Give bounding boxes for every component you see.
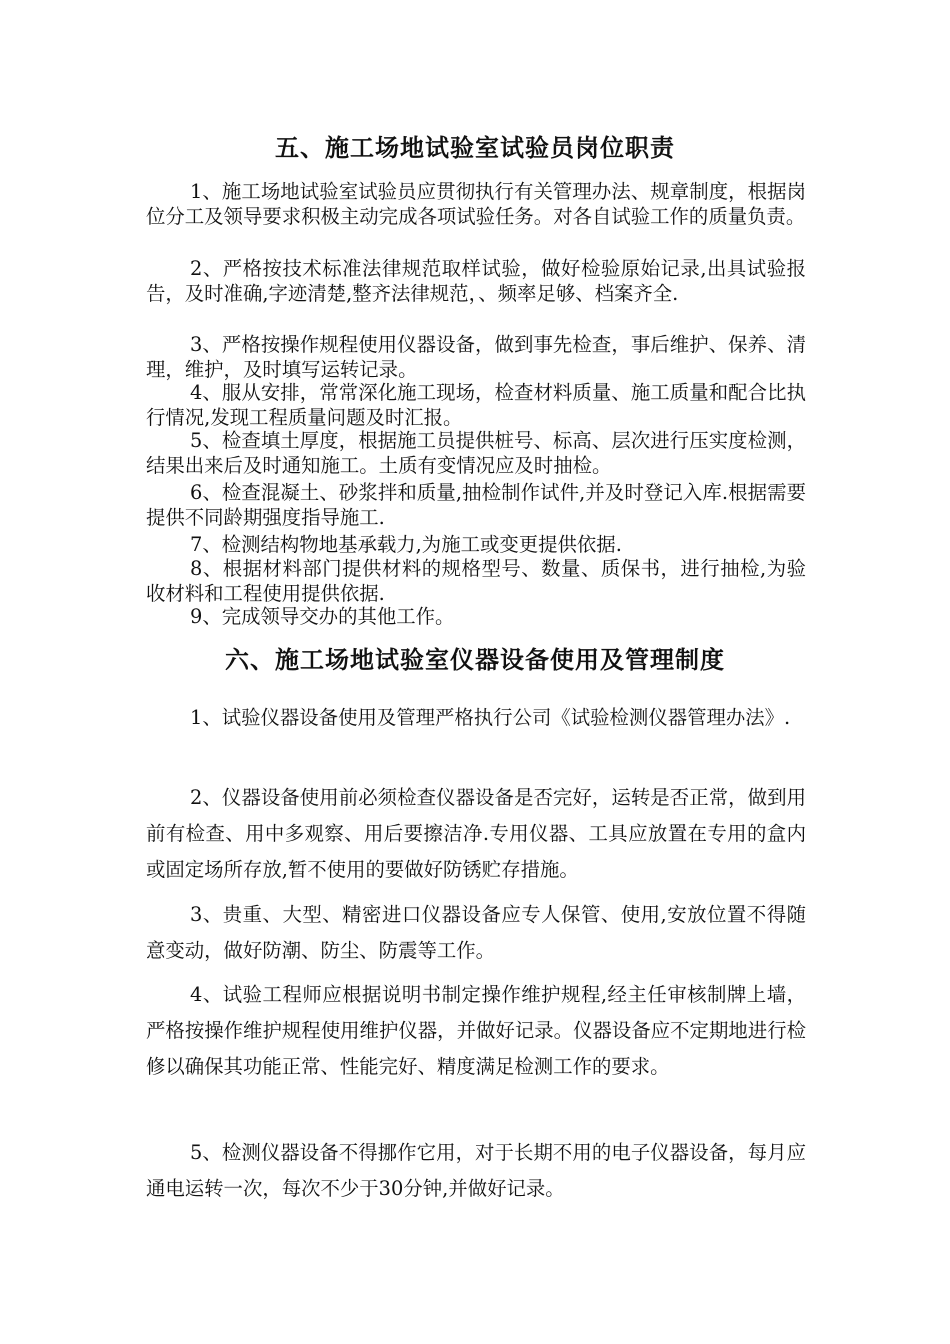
equipment-rule-2: 2、仪器设备使用前必须检查仪器设备是否完好，运转是否正常，做到用前有检查、用中多观察、用后要擦洁净.专用仪器、工具应放置在专用的盒内或固定场所存放,暂不使用的要做好防锈贮存措施。 [146,786,806,881]
duty-item-3: 3、严格按操作规程使用仪器设备，做到事先检查，事后维护、保养、清理，维护，及时填写运转记录。 [146,333,806,381]
equipment-rule-4: 4、试验工程师应根据说明书制定操作维护规程,经主任审核制牌上墙，严格按操作维护规程使用维护仪器，并做好记录。仪器设备应不定期地进行检修以确保其功能正常、性能完好、精度满足检测工作的要求。 [146,983,806,1078]
duty-item-5: 5、检查填土厚度，根据施工员提供桩号、标高、层次进行压实度检测，结果出来后及时通知施工。土质有变情况应及时抽检。 [146,429,806,477]
equipment-rule-1: 1、试验仪器设备使用及管理严格执行公司《试验检测仪器管理办法》. [190,706,791,729]
section-heading-duties: 五、施工场地试验室试验员岗位职责 [275,133,675,162]
duty-item-6: 6、检查混凝土、砂浆拌和质量,抽检制作试件,并及时登记入库.根据需要提供不同龄期强度指导施工. [146,481,806,529]
duty-item-9: 9、完成领导交办的其他工作。 [190,605,455,628]
duty-item-1: 1、施工场地试验室试验员应贯彻执行有关管理办法、规章制度，根据岗位分工及领导要求积极主动完成各项试验任务。对各自试验工作的质量负责。 [146,180,806,228]
duty-item-8: 8、根据材料部门提供材料的规格型号、数量、质保书，进行抽检,为验收材料和工程使用提供依据. [146,557,806,605]
equipment-rule-5: 5、检测仪器设备不得挪作它用，对于长期不用的电子仪器设备，每月应通电运转一次，每次不少于30分钟,并做好记录。 [146,1141,806,1200]
duty-item-2: 2、严格按技术标准法律规范取样试验，做好检验原始记录,出具试验报告，及时准确,字迹清楚,整齐法律规范，、频率足够、档案齐全. [146,257,806,305]
duty-item-4: 4、服从安排，常常深化施工现场，检查材料质量、施工质量和配合比执行情况,发现工程质量问题及时汇报。 [146,381,806,429]
duty-item-7: 7、检测结构物地基承载力,为施工或变更提供依据. [190,533,622,556]
equipment-rule-3: 3、贵重、大型、精密进口仪器设备应专人保管、使用,安放位置不得随意变动，做好防潮、防尘、防震等工作。 [146,903,806,962]
section-heading-equipment: 六、施工场地试验室仪器设备使用及管理制度 [225,645,725,674]
